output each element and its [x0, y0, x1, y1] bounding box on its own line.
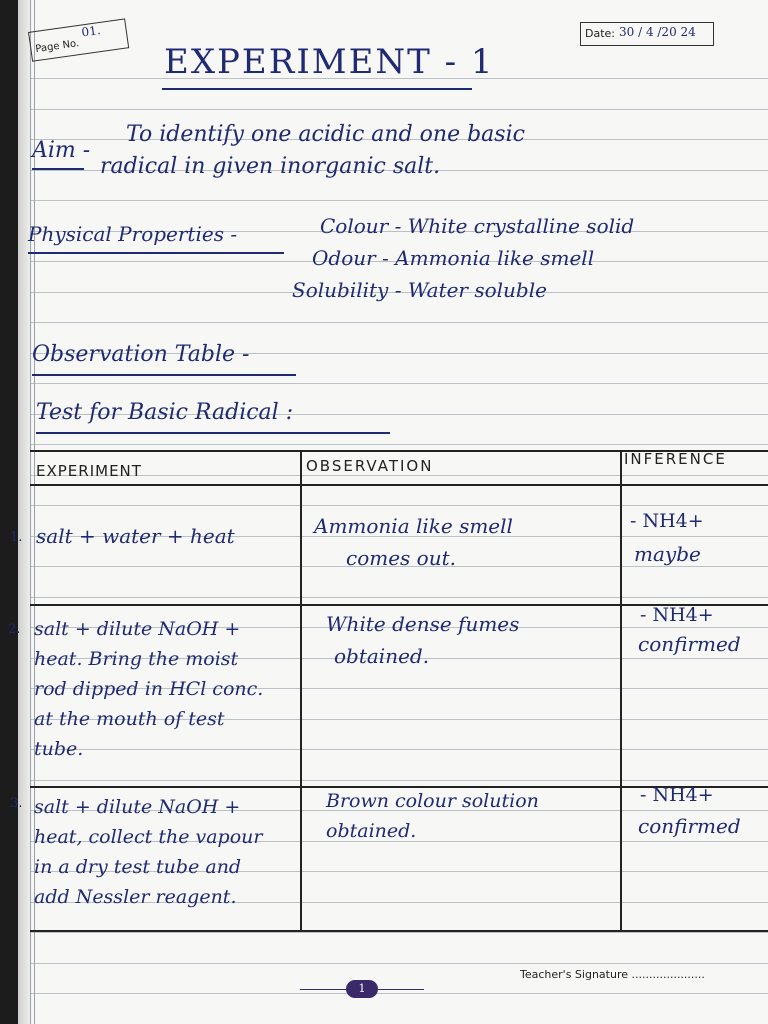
page-no-value: 01.	[80, 22, 102, 40]
row-3-observation-line: obtained.	[326, 820, 417, 842]
row-1-observation-line: comes out.	[346, 546, 456, 570]
odour-property: Odour - Ammonia like smell	[312, 246, 595, 270]
aim-underline	[32, 168, 84, 170]
header-inference: INFERENCE	[624, 450, 727, 468]
physical-properties-label: Physical Properties -	[28, 222, 238, 246]
ruled-line	[30, 109, 768, 110]
basic-radical-heading: Test for Basic Radical :	[36, 400, 294, 425]
observation-heading-underline	[32, 374, 296, 376]
ruled-line	[30, 749, 768, 750]
page-number-box	[28, 18, 129, 61]
row-2-observation-line: White dense fumes	[326, 612, 520, 636]
row-2-experiment-line: heat. Bring the moist	[34, 648, 239, 670]
ruled-line	[30, 932, 768, 933]
footer-ornament-line	[300, 989, 346, 990]
colour-property: Colour - White crystalline solid	[320, 214, 635, 238]
row-3-inference-ion: - NH4+	[640, 784, 714, 806]
row-2-inference-result: confirmed	[638, 632, 741, 656]
ruled-line	[30, 780, 768, 781]
row-number: 2.	[8, 622, 21, 637]
row-3-observation-line: Brown colour solution	[326, 790, 539, 812]
date-label: Date:	[585, 27, 615, 40]
table-bottom-border	[30, 930, 768, 932]
footer-page-number: 1	[346, 980, 378, 998]
row-number: 1.	[10, 530, 23, 545]
basic-radical-underline	[36, 432, 390, 434]
ruled-line	[30, 322, 768, 323]
row-2-experiment-line: tube.	[34, 738, 84, 760]
ruled-line	[30, 963, 768, 964]
row-3-inference-result: confirmed	[638, 814, 741, 838]
margin-line	[30, 0, 31, 1024]
ruled-line	[30, 383, 768, 384]
date-value: 30 / 4 /20 24	[619, 25, 696, 39]
row-1-experiment-line: salt + water + heat	[36, 524, 235, 548]
row-2-observation-line: obtained.	[334, 644, 430, 668]
row-3-experiment-line: add Nessler reagent.	[34, 886, 237, 908]
ruled-line	[30, 200, 768, 201]
title-underline	[162, 88, 472, 90]
ruled-line	[30, 993, 768, 994]
page-no-label: Page No.	[34, 38, 80, 56]
row-3-experiment-line: in a dry test tube and	[34, 856, 242, 878]
observation-table-heading: Observation Table -	[32, 342, 250, 367]
row-1-inference-result: maybe	[634, 542, 701, 566]
footer-ornament-line	[378, 989, 424, 990]
teacher-signature-label: Teacher's Signature .....................	[520, 968, 705, 981]
date-box	[580, 22, 714, 46]
aim-label: Aim -	[32, 138, 91, 163]
header-experiment: EXPERIMENT	[36, 462, 142, 480]
table-header-border	[30, 484, 768, 486]
row-2-inference-ion: - NH4+	[640, 604, 714, 626]
row-3-experiment-line: salt + dilute NaOH +	[34, 796, 241, 818]
table-column-divider	[620, 450, 622, 932]
ruled-line	[30, 597, 768, 598]
row-number: 3.	[10, 796, 23, 811]
physical-properties-underline	[28, 252, 284, 254]
solubility-property: Solubility - Water soluble	[292, 278, 547, 302]
aim-text-line2: radical in given inorganic salt.	[100, 154, 441, 179]
row-2-experiment-line: rod dipped in HCl conc.	[34, 678, 264, 700]
row-1-observation-line: Ammonia like smell	[314, 514, 513, 538]
row-2-experiment-line: at the mouth of test	[34, 708, 225, 730]
header-observation: OBSERVATION	[306, 457, 434, 475]
ruled-line	[30, 505, 768, 506]
row-3-experiment-line: heat, collect the vapour	[34, 826, 263, 848]
aim-text-line1: To identify one acidic and one basic	[126, 122, 525, 147]
row-2-experiment-line: salt + dilute NaOH +	[34, 618, 241, 640]
table-column-divider	[300, 450, 302, 932]
row-1-inference-ion: - NH4+	[630, 510, 704, 532]
page-title: EXPERIMENT - 1	[164, 42, 495, 82]
ruled-line	[30, 444, 768, 445]
